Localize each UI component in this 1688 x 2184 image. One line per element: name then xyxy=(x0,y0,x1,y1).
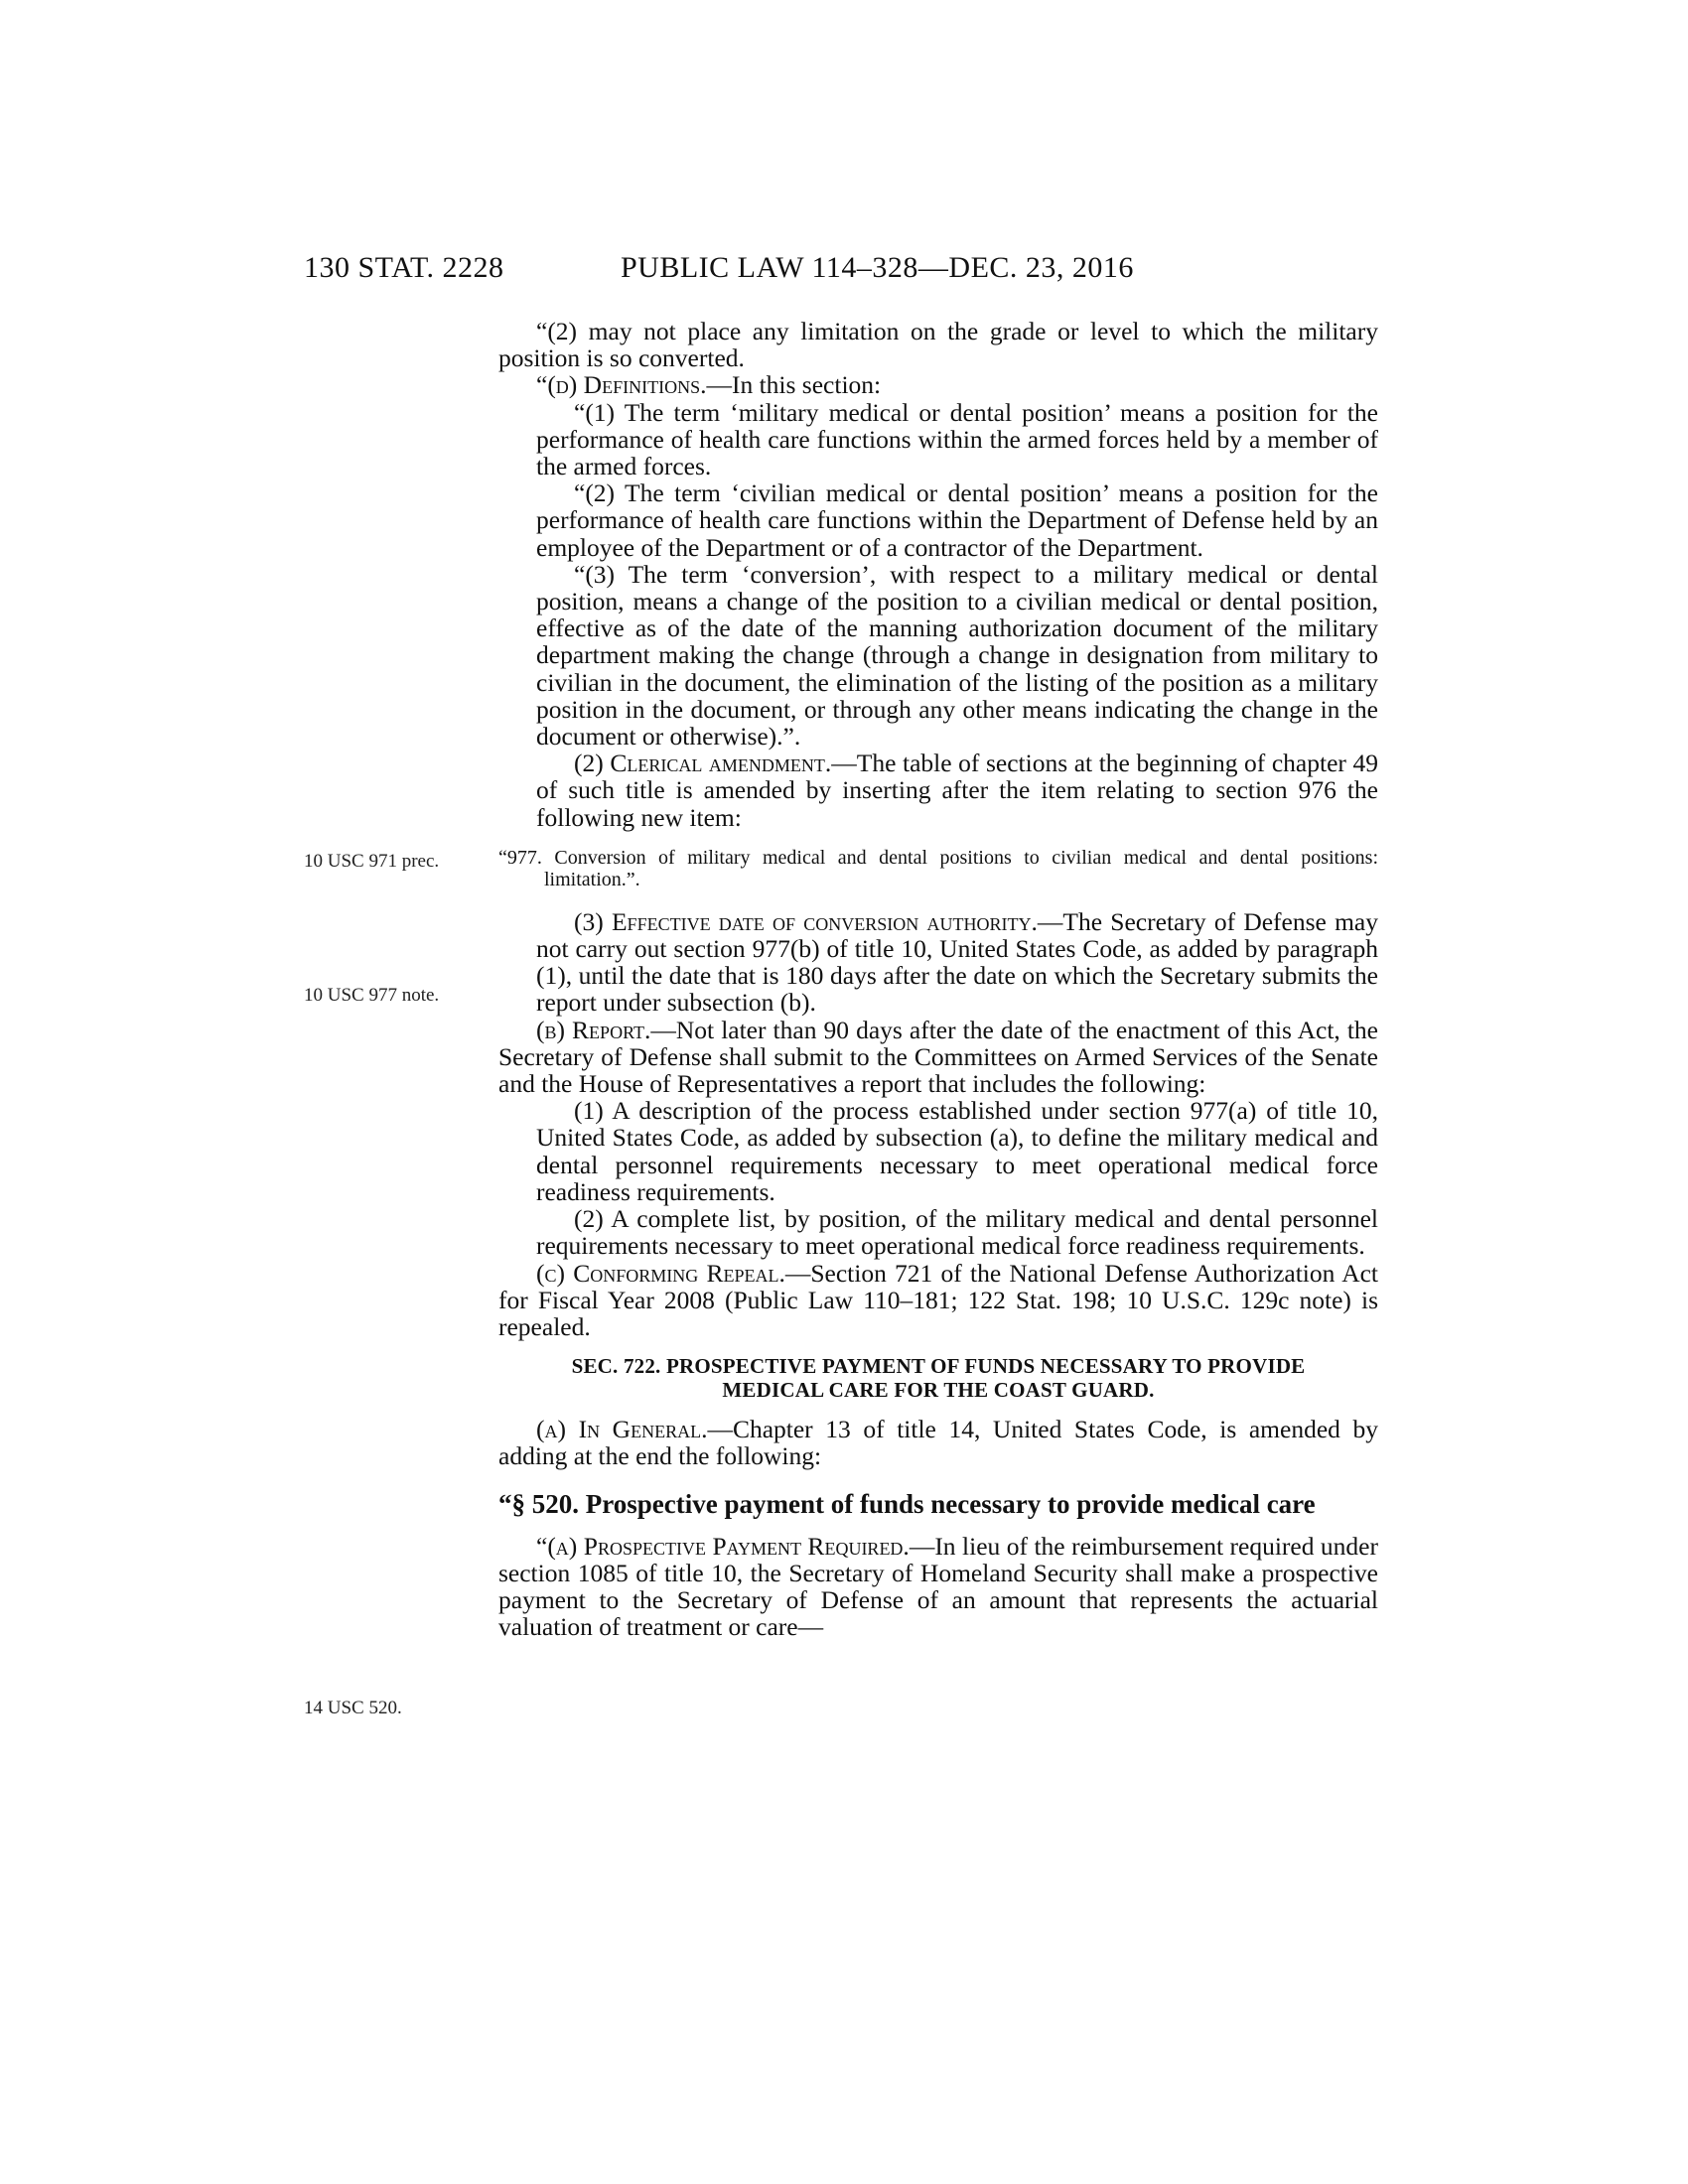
effective-date-label: (3) Effective date of conversion authority. xyxy=(574,906,1038,936)
paragraph-b1-description: (1) A description of the process established under section 977(a) of title 10, United States Code, as added by subsection (a), to define the military medical and dental personnel requirements necessary to meet operational medical force readiness requirements. xyxy=(536,1096,1378,1206)
in-general-text: —Chapter 13 of title 14, United States Code, is amended by adding at the end the following: xyxy=(498,1415,1378,1471)
section-722-heading xyxy=(498,1354,1378,1402)
paragraph-d3-conversion: “(3) The term ‘conversion’, with respect to a military medical or dental position, means a change of the position to a civilian medical or dental position, effective as of the date of the manning authorization document of the military department making the change (through a change in designation from military to civilian in the document, the elimination of the listing of the position as a military position in the document, or through any other means indicating the change in the document or otherwise).”. xyxy=(536,559,1378,751)
conforming-repeal-text: —Section 721 of the National Defense Authorization Act for Fiscal Year 2008 (Public Law 110–181; 122 Stat. 198; 10 U.S.C. 129c note) is repealed. xyxy=(498,1258,1379,1341)
section-520-heading: “§ 520. Prospective payment of funds necessary to provide medical care xyxy=(498,1488,1316,1519)
definitions-text: —In this section: xyxy=(706,370,882,400)
paragraph-effective-date xyxy=(498,908,1378,1017)
table-of-sections-item-977: “977. Conversion of military medical and dental positions to civilian medical and dental positions: limitation.”. xyxy=(498,846,1378,890)
law-title-header: PUBLIC LAW 114–328—DEC. 23, 2016 xyxy=(621,251,1134,284)
margin-note-10-usc-971: 10 USC 971 prec. xyxy=(304,851,440,872)
paragraph-b-report xyxy=(498,1017,1378,1098)
paragraph-d-definitions xyxy=(498,371,1378,398)
paragraph-d2-civilian-position: “(2) The term ‘civilian medical or dental position’ means a position for the performance of health care functions within the Department of Defense held by an employee of the Department or of a contractor of the Department. xyxy=(536,478,1378,562)
paragraph-b2-complete-list: (2) A complete list, by position, of the military medical and dental personnel requirements necessary to meet operational medical force readiness requirements. xyxy=(536,1204,1378,1261)
paragraph-a-in-general xyxy=(498,1416,1378,1469)
clerical-amendment-text: —The table of sections at the beginning of chapter 49 of such title is amended by inserting after the item relating to section 976 the following new item: xyxy=(536,749,1378,832)
paragraph-d1-military-position: “(1) The term ‘military medical or dental position’ means a position for the performance of health care functions within the armed forces held by a member of the armed forces. xyxy=(536,397,1378,481)
report-text: —Not later than 90 days after the date of the enactment of this Act, the Secretary of Defense shall submit to the Committees on Armed Services of the Senate and the House of Representatives a report that includes the following: xyxy=(498,1015,1378,1099)
paragraph-c-conforming-repeal xyxy=(498,1260,1378,1341)
margin-note-14-usc-520: 14 USC 520. xyxy=(304,1698,402,1718)
stat-page-number: 130 STAT. 2228 xyxy=(304,251,504,284)
prospective-payment-label: “(a) Prospective Payment Required. xyxy=(536,1531,910,1561)
effective-date-text: —The Secretary of Defense may not carry out section 977(b) of title 10, United States Code, as added by paragraph (1), until the date that is 180 days after the date on which the Secretary submits the report under subsection (b). xyxy=(536,906,1378,1018)
clerical-amendment-label: (2) Clerical amendment. xyxy=(574,749,832,778)
paragraph-c2-limitation: “(2) may not place any limitation on the grade or level to which the military position is so converted. xyxy=(498,317,1378,373)
paragraph-a-prospective-payment xyxy=(498,1533,1378,1641)
report-label: (b) Report. xyxy=(536,1015,651,1044)
definitions-label: “(d) Definitions. xyxy=(536,370,707,400)
margin-note-10-usc-977: 10 USC 977 note. xyxy=(304,985,440,1006)
in-general-label: (a) In General. xyxy=(536,1415,708,1444)
section-722-heading-line2: MEDICAL CARE FOR THE COAST GUARD. xyxy=(722,1378,1155,1403)
conforming-repeal-label: (c) Conforming Repeal. xyxy=(536,1258,785,1288)
main-text-column xyxy=(498,318,1378,1640)
section-722-heading-line1: SEC. 722. PROSPECTIVE PAYMENT OF FUNDS NECESSARY TO PROVIDE xyxy=(571,1354,1306,1379)
prospective-payment-text: —In lieu of the reimbursement required under section 1085 of title 10, the Secretary of Homeland Security shall make a prospective payment to the Secretary of Defense of an amount that represents the actuarial valuation of treatment or care— xyxy=(498,1531,1378,1642)
paragraph-clerical-amendment xyxy=(498,750,1378,831)
